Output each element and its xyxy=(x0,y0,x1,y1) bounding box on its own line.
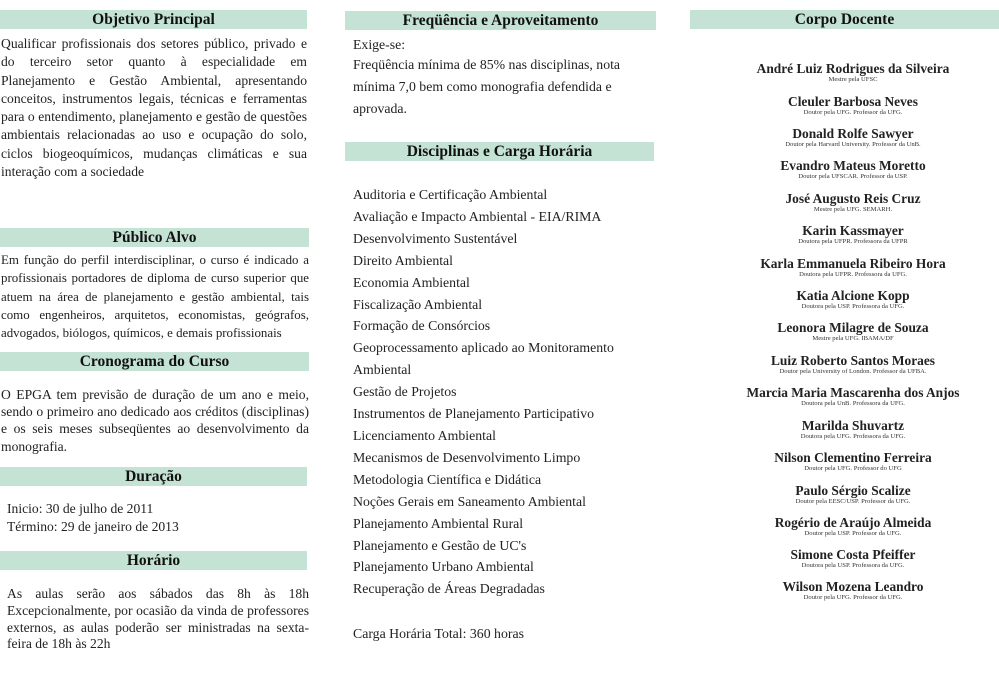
prof-desc: Doutora pela UFG. Professora da UFG. xyxy=(800,433,906,440)
prof-desc: Doutor pela UFG. Professor da UFG. xyxy=(803,109,903,116)
duracao-heading: Duração xyxy=(0,467,307,486)
list-item xyxy=(690,580,999,602)
list-item: Planejamento Ambiental Rural xyxy=(353,515,524,531)
list-item: Auditoria e Certificação Ambiental xyxy=(353,187,548,202)
list-item: Economia Ambiental xyxy=(353,274,470,290)
list-item xyxy=(690,95,999,117)
list-item: Ambiental xyxy=(353,362,412,378)
prof-desc: Doutor pela Harvard University. Professor da UnB. xyxy=(785,141,921,148)
objetivo-text: Qualificar profissionais dos setores público, privado e do terceiro setor quanto à especialidade em Planejamento e Gestão Ambiental, apresentando conceitos, instrumentos legais, técnicas e ferramentas para o entendimento, planejamento e gestão de questões ambientais relacionadas ao uso e ocupação do solo, ciclos biogeoquímicos, mudanças climáticas e sua interação com a sociedade xyxy=(1,36,307,180)
list-item: Avaliação e Impacto Ambiental - EIA/RIMA xyxy=(353,208,602,224)
prof-desc: Mestre pela UFG. SEMARH. xyxy=(813,206,893,213)
list-item xyxy=(690,159,999,181)
prof-desc: Doutor pela EESC/USP. Professor da UFG. xyxy=(795,498,911,505)
prof-name: Nilson Clementino Ferreira xyxy=(774,450,932,465)
disciplinas-list xyxy=(353,184,653,600)
cronograma-text: O EPGA tem previsão de duração de um ano e meio, sendo o primeiro ano dedicado aos créditos (disciplinas) e os seis meses subseqüentes ao desenvolvimento da monografia. xyxy=(1,387,309,454)
prof-desc: Doutora pela UFPR. Professora da UFPR xyxy=(798,238,908,245)
prof-name: Marcia Maria Mascarenha dos Anjos xyxy=(746,385,960,400)
list-item xyxy=(690,289,999,311)
frequencia-intro: Exige-se: xyxy=(353,37,406,52)
horario-text: As aulas serão aos sábados das 8h às 18h Excepcionalmente, por ocasião da vinda de professores externos, as aulas poderão ser ministradas na sexta-feira de 18h às 22h xyxy=(7,586,309,652)
list-item xyxy=(690,321,999,343)
prof-name: Rogério de Araújo Almeida xyxy=(774,515,932,530)
prof-name: Donald Rolfe Sawyer xyxy=(792,126,914,141)
prof-desc: Doutor pela UFG. Professor da UFG. xyxy=(803,594,903,601)
list-item: Planejamento e Gestão de UC's xyxy=(353,537,527,553)
list-item: Recuperação de Áreas Degradadas xyxy=(353,581,545,597)
list-item xyxy=(690,386,999,408)
prof-desc: Doutora pela UnB. Professora da UFG. xyxy=(801,400,905,407)
list-item xyxy=(690,127,999,149)
prof-name: Luiz Roberto Santos Moraes xyxy=(770,353,936,368)
list-item xyxy=(690,451,999,473)
prof-name: José Augusto Reis Cruz xyxy=(785,191,921,206)
prof-name: Paulo Sérgio Scalize xyxy=(795,483,911,498)
prof-name: Leonora Milagre de Souza xyxy=(777,320,929,335)
disciplinas-heading: Disciplinas e Carga Horária xyxy=(345,142,654,161)
prof-desc: Doutora pela USP. Professora da UFG. xyxy=(801,562,905,569)
prof-name: André Luiz Rodrigues da Silveira xyxy=(756,61,950,76)
frequencia-text: Freqüência mínima de 85% nas disciplinas, nota mínima 7,0 bem como monografia defendida e aprovada. xyxy=(353,57,621,116)
list-item xyxy=(690,354,999,376)
prof-name: Katia Alcione Kopp xyxy=(796,288,910,303)
frequencia-heading: Freqüência e Aproveitamento xyxy=(345,11,656,30)
prof-desc: Doutor pela USP. Professor da UFG. xyxy=(804,530,902,537)
objetivo-heading: Objetivo Principal xyxy=(0,10,307,29)
prof-name: Karin Kassmayer xyxy=(802,223,904,238)
list-item: Direito Ambiental xyxy=(353,252,454,268)
publico-text: Em função do perfil interdisciplinar, o curso é indicado a profissionais portadores de diploma de curso superior que atuem na área de planejamento e gestão ambiental, tais como engenheiros, arquitetos, economistas, geógrafos, advogados, biólogos, químicos, e demais profissionais xyxy=(1,253,309,341)
prof-name: Wilson Mozena Leandro xyxy=(782,579,924,594)
list-item xyxy=(690,192,999,214)
list-item xyxy=(690,548,999,570)
list-item: Desenvolvimento Sustentável xyxy=(353,230,518,246)
list-item: Instrumentos de Planejamento Participativo xyxy=(353,406,595,422)
list-item: Fiscalização Ambiental xyxy=(353,296,483,312)
list-item xyxy=(690,257,999,279)
prof-desc: Mestre pela UFG. IBAMA/DF xyxy=(812,335,894,342)
prof-desc: Doutor pela UFSCAR. Professor da USP. xyxy=(798,173,908,180)
list-item xyxy=(690,224,999,246)
cronograma-heading: Cronograma do Curso xyxy=(0,352,309,371)
prof-desc: Mestre pela UFSC xyxy=(828,76,878,83)
publico-heading: Público Alvo xyxy=(0,228,309,247)
list-item xyxy=(690,62,999,84)
carga-horaria-total: Carga Horária Total: 360 horas xyxy=(353,626,524,641)
corpo-docente-heading: Corpo Docente xyxy=(690,10,999,29)
prof-name: Evandro Mateus Moretto xyxy=(780,158,926,173)
list-item: Gestão de Projetos xyxy=(353,384,457,400)
list-item xyxy=(690,419,999,441)
prof-desc: Doutor pela UFG. Professor do UFG xyxy=(804,465,902,472)
prof-desc: Doutor pela University of London. Professor da UFBA. xyxy=(779,368,927,375)
list-item: Geoprocessamento aplicado ao Monitoramento xyxy=(353,340,614,356)
list-item: Metodologia Científica e Didática xyxy=(353,471,542,487)
list-item: Formação de Consórcios xyxy=(353,318,491,334)
prof-desc: Doutora pela UFPR. Professora da UFG. xyxy=(799,271,907,278)
prof-name: Karla Emmanuela Ribeiro Hora xyxy=(760,256,946,271)
duracao-inicio: Inicio: 30 de julho de 2011 xyxy=(7,501,154,516)
prof-name: Marilda Shuvartz xyxy=(801,418,905,433)
list-item: Planejamento Urbano Ambiental xyxy=(353,559,534,575)
prof-name: Simone Costa Pfeiffer xyxy=(790,547,916,562)
list-item xyxy=(690,484,999,506)
list-item xyxy=(690,516,999,538)
duracao-termino: Término: 29 de janeiro de 2013 xyxy=(7,519,179,534)
prof-desc: Doutora pela USP. Professora da UFG. xyxy=(801,303,905,310)
prof-name: Cleuler Barbosa Neves xyxy=(788,94,918,109)
list-item: Mecanismos de Desenvolvimento Limpo xyxy=(353,449,581,465)
list-item: Noções Gerais em Saneamento Ambiental xyxy=(353,493,586,509)
list-item: Licenciamento Ambiental xyxy=(353,427,496,443)
horario-heading: Horário xyxy=(0,551,307,570)
